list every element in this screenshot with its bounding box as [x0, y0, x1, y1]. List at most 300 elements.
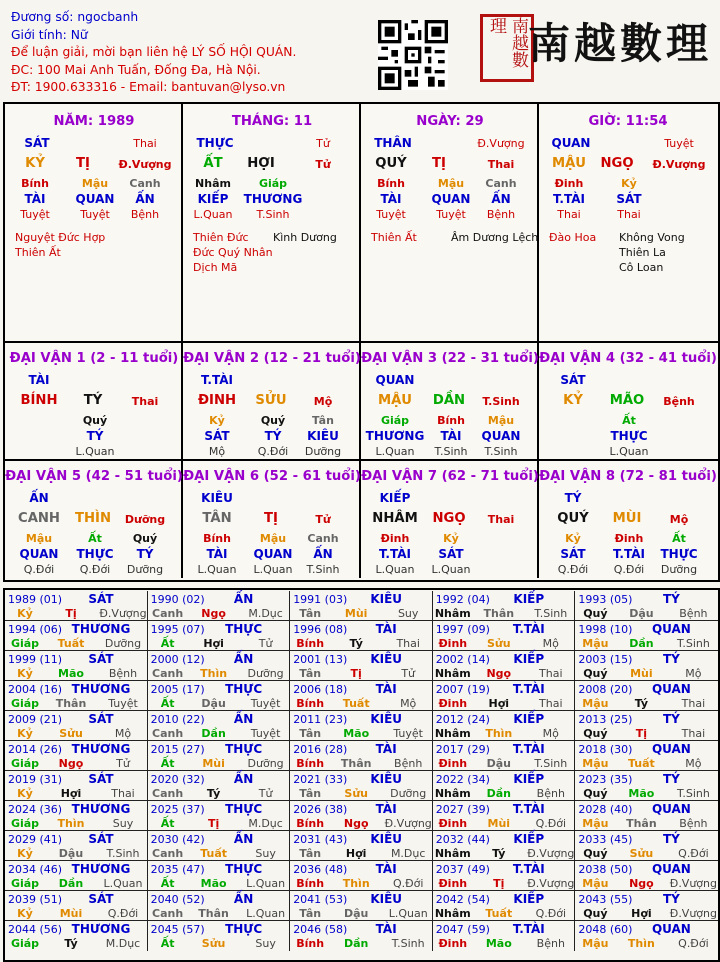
year-god: T.TÀI: [512, 682, 545, 696]
year-branch: Tị: [350, 667, 362, 680]
year-label: 2035 (47): [150, 863, 205, 876]
year-label: 2042 (54): [435, 893, 490, 906]
star-left: Dịch Mã: [193, 261, 238, 274]
year-cell: [5, 921, 148, 951]
dv-hidden-stem: Bính: [437, 414, 465, 427]
year-label: 2011 (23): [293, 713, 348, 726]
year-branch: Thìn: [200, 667, 228, 680]
dv-hidden-god: TÝ: [86, 429, 104, 443]
star-right: Cô Loan: [619, 261, 664, 274]
year-branch: Sửu: [59, 727, 83, 740]
year-cell: [5, 711, 148, 741]
year-label: 2024 (36): [8, 803, 63, 816]
dai-van-4: [539, 343, 719, 461]
hidden-stem: Mậu: [437, 177, 465, 190]
star-right: Âm Dương Lệch: [451, 231, 539, 244]
year-cell: [148, 591, 291, 621]
year-stem: Tân: [299, 667, 322, 680]
year-label: 1995 (07): [150, 623, 205, 636]
year-stage: Suy: [255, 937, 276, 950]
year-label: 2048 (60): [578, 923, 633, 936]
year-god: T.TÀI: [512, 742, 545, 756]
dv-hidden-god: QUAN: [481, 429, 521, 443]
year-stage: Q.Đới: [678, 847, 709, 860]
year-stem: Quý: [583, 727, 608, 740]
dai-van-stage: T.Sinh: [482, 395, 520, 408]
year-cell: [5, 771, 148, 801]
year-label: 2012 (24): [435, 713, 490, 726]
year-cell: [148, 801, 291, 831]
year-branch: Tuất: [485, 907, 513, 920]
pillar-stem: QUÝ: [375, 156, 407, 171]
dv-hidden-stage: L.Quan: [75, 445, 115, 458]
year-god: THƯƠNG: [71, 802, 131, 816]
year-cell: [5, 831, 148, 861]
year-cell: [290, 711, 433, 741]
year-branch: Tị: [207, 817, 220, 830]
year-stem: Giáp: [10, 757, 40, 770]
year-label: 2047 (59): [435, 923, 490, 936]
dv-hidden-stem: Canh: [307, 532, 339, 545]
dv-hidden-stage: Mộ: [208, 445, 226, 458]
year-god: ẤN: [233, 892, 254, 906]
dv-hidden-god: TÝ: [136, 547, 154, 561]
year-stage: T.Sinh: [391, 937, 425, 950]
year-stage: Đ.Vượng: [99, 607, 147, 620]
year-branch: Sửu: [344, 787, 368, 800]
year-cell: [290, 681, 433, 711]
year-god: THỰC: [225, 682, 263, 696]
dai-van-stem: TÂN: [202, 511, 232, 526]
hidden-stem: Nhâm: [195, 177, 231, 190]
year-label: 2014 (26): [8, 743, 63, 756]
year-stage: Dưỡng: [104, 637, 142, 650]
phone-email-line: ĐT: 1900.633316 - Email: bantuvan@lyso.vn: [11, 80, 286, 94]
year-cell: [148, 711, 291, 741]
pillar-stem: ẤT: [203, 156, 223, 171]
year-cell: [575, 741, 718, 771]
year-stem: Mậu: [582, 637, 609, 650]
year-cell: [433, 621, 576, 651]
pillar-3: [361, 104, 539, 343]
year-stem: Mậu: [582, 757, 609, 770]
year-branch: Thìn: [485, 727, 513, 740]
year-label: 2031 (43): [293, 833, 348, 846]
dv-hidden-god: SÁT: [560, 547, 586, 561]
year-stem: Ất: [160, 877, 175, 890]
dv-hidden-god: KIÊU: [307, 429, 339, 443]
dv-hidden-stage: L.Quan: [375, 445, 415, 458]
dai-van-stem: KỶ: [563, 393, 583, 408]
year-stem: Nhâm: [434, 667, 471, 680]
dv-hidden-stage: Q.Đới: [613, 563, 645, 576]
year-stage: Tuyệt: [250, 697, 281, 710]
dai-van-god: ẤN: [29, 491, 49, 505]
year-stem: Kỷ: [17, 727, 33, 740]
star-left: Thiên Đức: [193, 231, 249, 244]
year-label: 2030 (42): [150, 833, 205, 846]
year-label: 2032 (44): [435, 833, 490, 846]
year-label: 2034 (46): [8, 863, 63, 876]
year-stage: M.Dục: [105, 937, 141, 950]
dai-van-title: ĐẠI VẬN 1 (2 - 11 tuổi): [9, 351, 179, 366]
pillar-branch: TỊ: [432, 156, 446, 171]
hidden-god: THƯƠNG: [243, 192, 303, 206]
year-stage: Tử: [401, 667, 416, 680]
year-cell: [5, 891, 148, 921]
year-branch: Thân: [55, 697, 87, 710]
year-branch: Ngọ: [201, 607, 226, 620]
year-stem: Mậu: [582, 817, 609, 830]
owner-value: ngocbanh: [77, 10, 139, 24]
dv-hidden-god: T.TÀI: [613, 547, 645, 561]
year-god: KIẾP: [513, 712, 545, 726]
year-cell: [575, 711, 718, 741]
pillar-1: [5, 104, 183, 343]
year-label: 2004 (16): [8, 683, 63, 696]
year-label: 2001 (13): [293, 653, 348, 666]
year-label: 2003 (15): [578, 653, 633, 666]
year-god: THỰC: [225, 922, 263, 936]
dai-van-stem: MẬU: [377, 393, 413, 408]
year-stage: L.Quan: [103, 877, 143, 890]
pillar-top-god: SÁT: [24, 136, 50, 150]
year-cell: [148, 651, 291, 681]
hidden-stem: Giáp: [258, 177, 288, 190]
dv-hidden-stem: Ất: [672, 532, 686, 545]
year-label: 2025 (37): [150, 803, 205, 816]
year-stem: Đinh: [438, 757, 468, 770]
dv-hidden-stage: L.Quan: [375, 563, 415, 576]
year-branch: Hợi: [203, 637, 224, 650]
year-god: ẤN: [233, 712, 254, 726]
dv-hidden-stem: Kỷ: [565, 532, 581, 545]
dai-van-stem: ĐINH: [197, 393, 237, 408]
year-stem: Canh: [152, 787, 184, 800]
year-stage: Bệnh: [679, 607, 708, 620]
hidden-god: TÀI: [380, 192, 402, 206]
year-cell: [433, 711, 576, 741]
pillar-title: GIỜ: 11:54: [588, 114, 668, 129]
year-god: THỰC: [225, 862, 263, 876]
dai-van-stage: Tử: [315, 513, 331, 526]
year-stage: Suy: [255, 847, 276, 860]
year-branch: Dần: [58, 877, 84, 890]
year-branch: Thìn: [57, 817, 85, 830]
year-stem: Canh: [152, 907, 184, 920]
year-cell: [575, 921, 718, 951]
year-god: QUAN: [651, 922, 691, 936]
hidden-stem: Đinh: [554, 177, 584, 190]
year-stage: T.Sinh: [676, 637, 710, 650]
pillar-stage: Tử: [315, 158, 331, 171]
year-branch: Thân: [626, 817, 657, 830]
year-branch: Thân: [483, 607, 515, 620]
pillar-top-god: THỰC: [196, 136, 234, 150]
year-stem: Kỷ: [17, 847, 33, 860]
year-stage: Tử: [116, 757, 130, 770]
dv-hidden-stage: Dưỡng: [660, 563, 698, 576]
year-stem: Nhâm: [434, 847, 471, 860]
address-line: ĐC: 100 Mai Anh Tuấn, Đống Đa, Hà Nội.: [11, 62, 261, 77]
dv-hidden-stage: T.Sinh: [484, 445, 518, 458]
year-stem: Canh: [152, 607, 184, 620]
year-god: KIẾP: [513, 652, 545, 666]
year-cell: [433, 861, 576, 891]
dv-hidden-stage: L.Quan: [253, 563, 293, 576]
year-label: 1997 (09): [435, 623, 490, 636]
year-cell: [575, 771, 718, 801]
year-stage: M.Dục: [248, 817, 283, 830]
year-stem: Ất: [160, 637, 175, 650]
year-god: SÁT: [88, 712, 114, 726]
year-stem: Quý: [583, 607, 608, 620]
dv-hidden-god: SÁT: [438, 547, 464, 561]
year-god: TÝ: [662, 592, 680, 606]
year-god: ẤN: [233, 772, 254, 786]
hidden-god: ẤN: [135, 192, 155, 206]
year-cell: [290, 651, 433, 681]
dv-hidden-god: TÝ: [264, 429, 282, 443]
year-stage: Dưỡng: [247, 757, 284, 770]
year-god: T.TÀI: [512, 922, 545, 936]
dv-hidden-stem: Quý: [260, 414, 286, 427]
year-label: 2002 (14): [435, 653, 490, 666]
dv-hidden-god: ẤN: [313, 547, 333, 561]
hidden-god: TÀI: [24, 192, 46, 206]
year-label: 2037 (49): [435, 863, 490, 876]
year-stage: Thai: [396, 637, 420, 650]
year-stage: Tuyệt: [250, 727, 281, 740]
year-god: THỰC: [225, 802, 263, 816]
year-stem: Kỷ: [17, 907, 33, 920]
year-cell: [5, 681, 148, 711]
year-cell: [575, 591, 718, 621]
year-label: 1994 (06): [8, 623, 63, 636]
dai-van-branch: TỊ: [264, 511, 278, 526]
dv-hidden-stage: Dưỡng: [126, 563, 164, 576]
year-label: 2026 (38): [293, 803, 348, 816]
year-label: 2044 (56): [8, 923, 63, 936]
dai-van-8: [539, 461, 719, 578]
year-stage: Đ.Vượng: [669, 877, 717, 890]
hidden-stage: Tuyệt: [80, 208, 110, 221]
pillar-stem: KỶ: [25, 156, 45, 171]
year-cell: [290, 831, 433, 861]
year-god: KIÊU: [370, 892, 403, 906]
pillar-4: [539, 104, 719, 343]
year-stage: T.Sinh: [106, 847, 140, 860]
gender-value: Nữ: [70, 27, 88, 42]
year-stem: Giáp: [10, 637, 40, 650]
dai-van-god: KIẾP: [379, 491, 411, 505]
year-label: 2017 (29): [435, 743, 490, 756]
year-stage: Mộ: [400, 697, 417, 710]
dai-van-god: SÁT: [560, 373, 586, 387]
dai-van-title: ĐẠI VẬN 7 (62 - 71 tuổi): [361, 469, 539, 484]
year-stem: Tân: [299, 907, 322, 920]
dv-hidden-stage: L.Quan: [431, 563, 471, 576]
year-label: 1996 (08): [293, 623, 348, 636]
dv-hidden-stem: Mậu: [25, 532, 53, 545]
year-cell: [5, 741, 148, 771]
year-god: KIÊU: [370, 652, 403, 666]
year-stage: Suy: [397, 607, 419, 620]
dv-hidden-stage: L.Quan: [197, 563, 237, 576]
year-stem: Quý: [583, 847, 608, 860]
dv-hidden-stem: Mậu: [259, 532, 287, 545]
dai-van-5: [5, 461, 183, 578]
pillars-panel: [3, 102, 720, 582]
dai-van-god: T.TÀI: [201, 373, 233, 387]
year-label: 2016 (28): [293, 743, 348, 756]
year-label: 1990 (02): [150, 593, 205, 606]
dai-van-title: ĐẠI VẬN 2 (12 - 21 tuổi): [183, 351, 361, 366]
year-label: 2046 (58): [293, 923, 348, 936]
year-branch: Tuất: [342, 697, 370, 710]
logo-text: 南越數理: [528, 19, 713, 68]
year-branch: Ngọ: [486, 667, 512, 680]
year-branch: Sửu: [629, 847, 654, 860]
contact-line: Để luận giải, mời bạn liên hệ LÝ SỐ HỘI QUÁN.: [11, 45, 297, 59]
year-cell: [290, 591, 433, 621]
year-branch: Hợi: [488, 697, 510, 710]
hidden-god: SÁT: [616, 192, 642, 206]
hidden-stem: Bính: [21, 177, 49, 190]
year-branch: Tý: [634, 697, 649, 710]
year-cell: [433, 891, 576, 921]
year-cell: [575, 681, 718, 711]
dai-van-6: [183, 461, 361, 578]
year-branch: Dần: [486, 787, 511, 800]
year-branch: Tị: [65, 607, 77, 620]
year-branch: Thìn: [627, 937, 655, 950]
year-cell: [148, 681, 291, 711]
year-stem: Canh: [152, 667, 184, 680]
hidden-stem: Canh: [485, 177, 517, 190]
star-left: Đào Hoa: [549, 231, 597, 244]
year-branch: Tý: [206, 787, 221, 800]
dv-hidden-god: T.TÀI: [379, 547, 411, 561]
year-stem: Đinh: [438, 637, 468, 650]
dv-hidden-god: THƯƠNG: [365, 429, 425, 443]
dai-van-title: ĐẠI VẬN 3 (22 - 31 tuổi): [361, 351, 539, 366]
pillar-branch: NGỌ: [600, 156, 634, 171]
dai-van-7: [361, 461, 539, 578]
year-god: ẤN: [233, 592, 254, 606]
year-label: 2007 (19): [435, 683, 490, 696]
star-right: Thiên La: [619, 246, 666, 259]
year-stem: Bính: [296, 937, 325, 950]
year-label: 2013 (25): [578, 713, 633, 726]
year-stem: Kỷ: [17, 667, 33, 680]
year-stage: Mộ: [542, 637, 559, 650]
year-branch: Tuất: [57, 637, 85, 650]
hidden-stage: Bệnh: [130, 208, 160, 221]
pillar-top-stage: Tử: [316, 137, 330, 150]
year-branch: Mão: [200, 877, 227, 890]
year-god: THỰC: [225, 622, 263, 636]
year-stage: Thai: [111, 787, 135, 800]
year-branch: Tý: [492, 847, 506, 860]
year-stage: L.Quan: [388, 907, 428, 920]
year-label: 2041 (53): [293, 893, 348, 906]
year-stage: Thai: [539, 667, 563, 680]
dai-van-branch: MÃO: [609, 393, 645, 408]
year-branch: Mùi: [630, 667, 653, 680]
year-cell: [433, 651, 576, 681]
year-cell: [290, 621, 433, 651]
year-label: 1993 (05): [578, 593, 633, 606]
hidden-stage: T.Sinh: [256, 208, 290, 221]
dv-hidden-god: THỰC: [76, 547, 114, 561]
year-branch: Tuất: [627, 757, 655, 770]
year-label: 2027 (39): [435, 803, 490, 816]
year-stage: Q.Đới: [107, 907, 139, 920]
hidden-stage: Tuyệt: [436, 208, 466, 221]
year-cell: [433, 921, 576, 951]
year-branch: Mão: [58, 667, 84, 680]
year-label: 2045 (57): [150, 923, 205, 936]
year-stage: Dưỡng: [247, 667, 284, 680]
hidden-stem: Kỷ: [621, 177, 637, 190]
year-label: 1999 (11): [8, 653, 63, 666]
year-stage: Bệnh: [394, 757, 423, 770]
year-label: 1998 (10): [578, 623, 633, 636]
dv-hidden-stage: Q.Đới: [79, 563, 111, 576]
dai-van-branch: SỬU: [255, 393, 287, 408]
year-god: SÁT: [88, 892, 114, 906]
dai-van-god: TÝ: [564, 491, 582, 505]
year-branch: Hợi: [345, 847, 367, 860]
year-stem: Bính: [296, 817, 325, 830]
year-stage: Bệnh: [108, 667, 138, 680]
dv-hidden-stem: Đinh: [614, 532, 644, 545]
year-god: TÝ: [662, 712, 680, 726]
dai-van-branch: MÙI: [612, 511, 642, 526]
year-cell: [290, 741, 433, 771]
year-god: TÀI: [375, 802, 397, 816]
year-god: QUAN: [651, 682, 691, 696]
pillar-branch: TỊ: [76, 156, 90, 171]
dai-van-stem: NHÂM: [372, 511, 418, 526]
year-label: 2029 (41): [8, 833, 63, 846]
year-cell: [575, 891, 718, 921]
dai-van-god: KIÊU: [201, 491, 233, 505]
dai-van-stage: Thai: [131, 395, 159, 408]
year-god: QUAN: [651, 742, 691, 756]
star-left: Thiên Ất: [371, 231, 417, 244]
dv-hidden-god: TÀI: [206, 547, 228, 561]
year-god: THƯƠNG: [71, 742, 131, 756]
year-stem: Quý: [583, 907, 608, 920]
year-god: KIẾP: [513, 832, 545, 846]
hidden-stage: L.Quan: [193, 208, 233, 221]
year-stage: Q.Đới: [535, 907, 567, 920]
dai-van-stage: Dưỡng: [124, 513, 166, 526]
year-stem: Ất: [160, 937, 175, 950]
pillar-title: THÁNG: 11: [231, 114, 313, 129]
gender-label: Giới tính:: [11, 27, 67, 42]
star-left: Nguyệt Đức Hợp: [15, 231, 106, 244]
seal-text: 南越數理: [486, 17, 528, 68]
year-label: 2023 (35): [578, 773, 633, 786]
year-branch: Hợi: [631, 907, 652, 920]
dv-hidden-stage: L.Quan: [609, 445, 649, 458]
year-god: THỰC: [225, 742, 263, 756]
year-stage: Mộ: [542, 727, 559, 740]
year-cell: [575, 801, 718, 831]
